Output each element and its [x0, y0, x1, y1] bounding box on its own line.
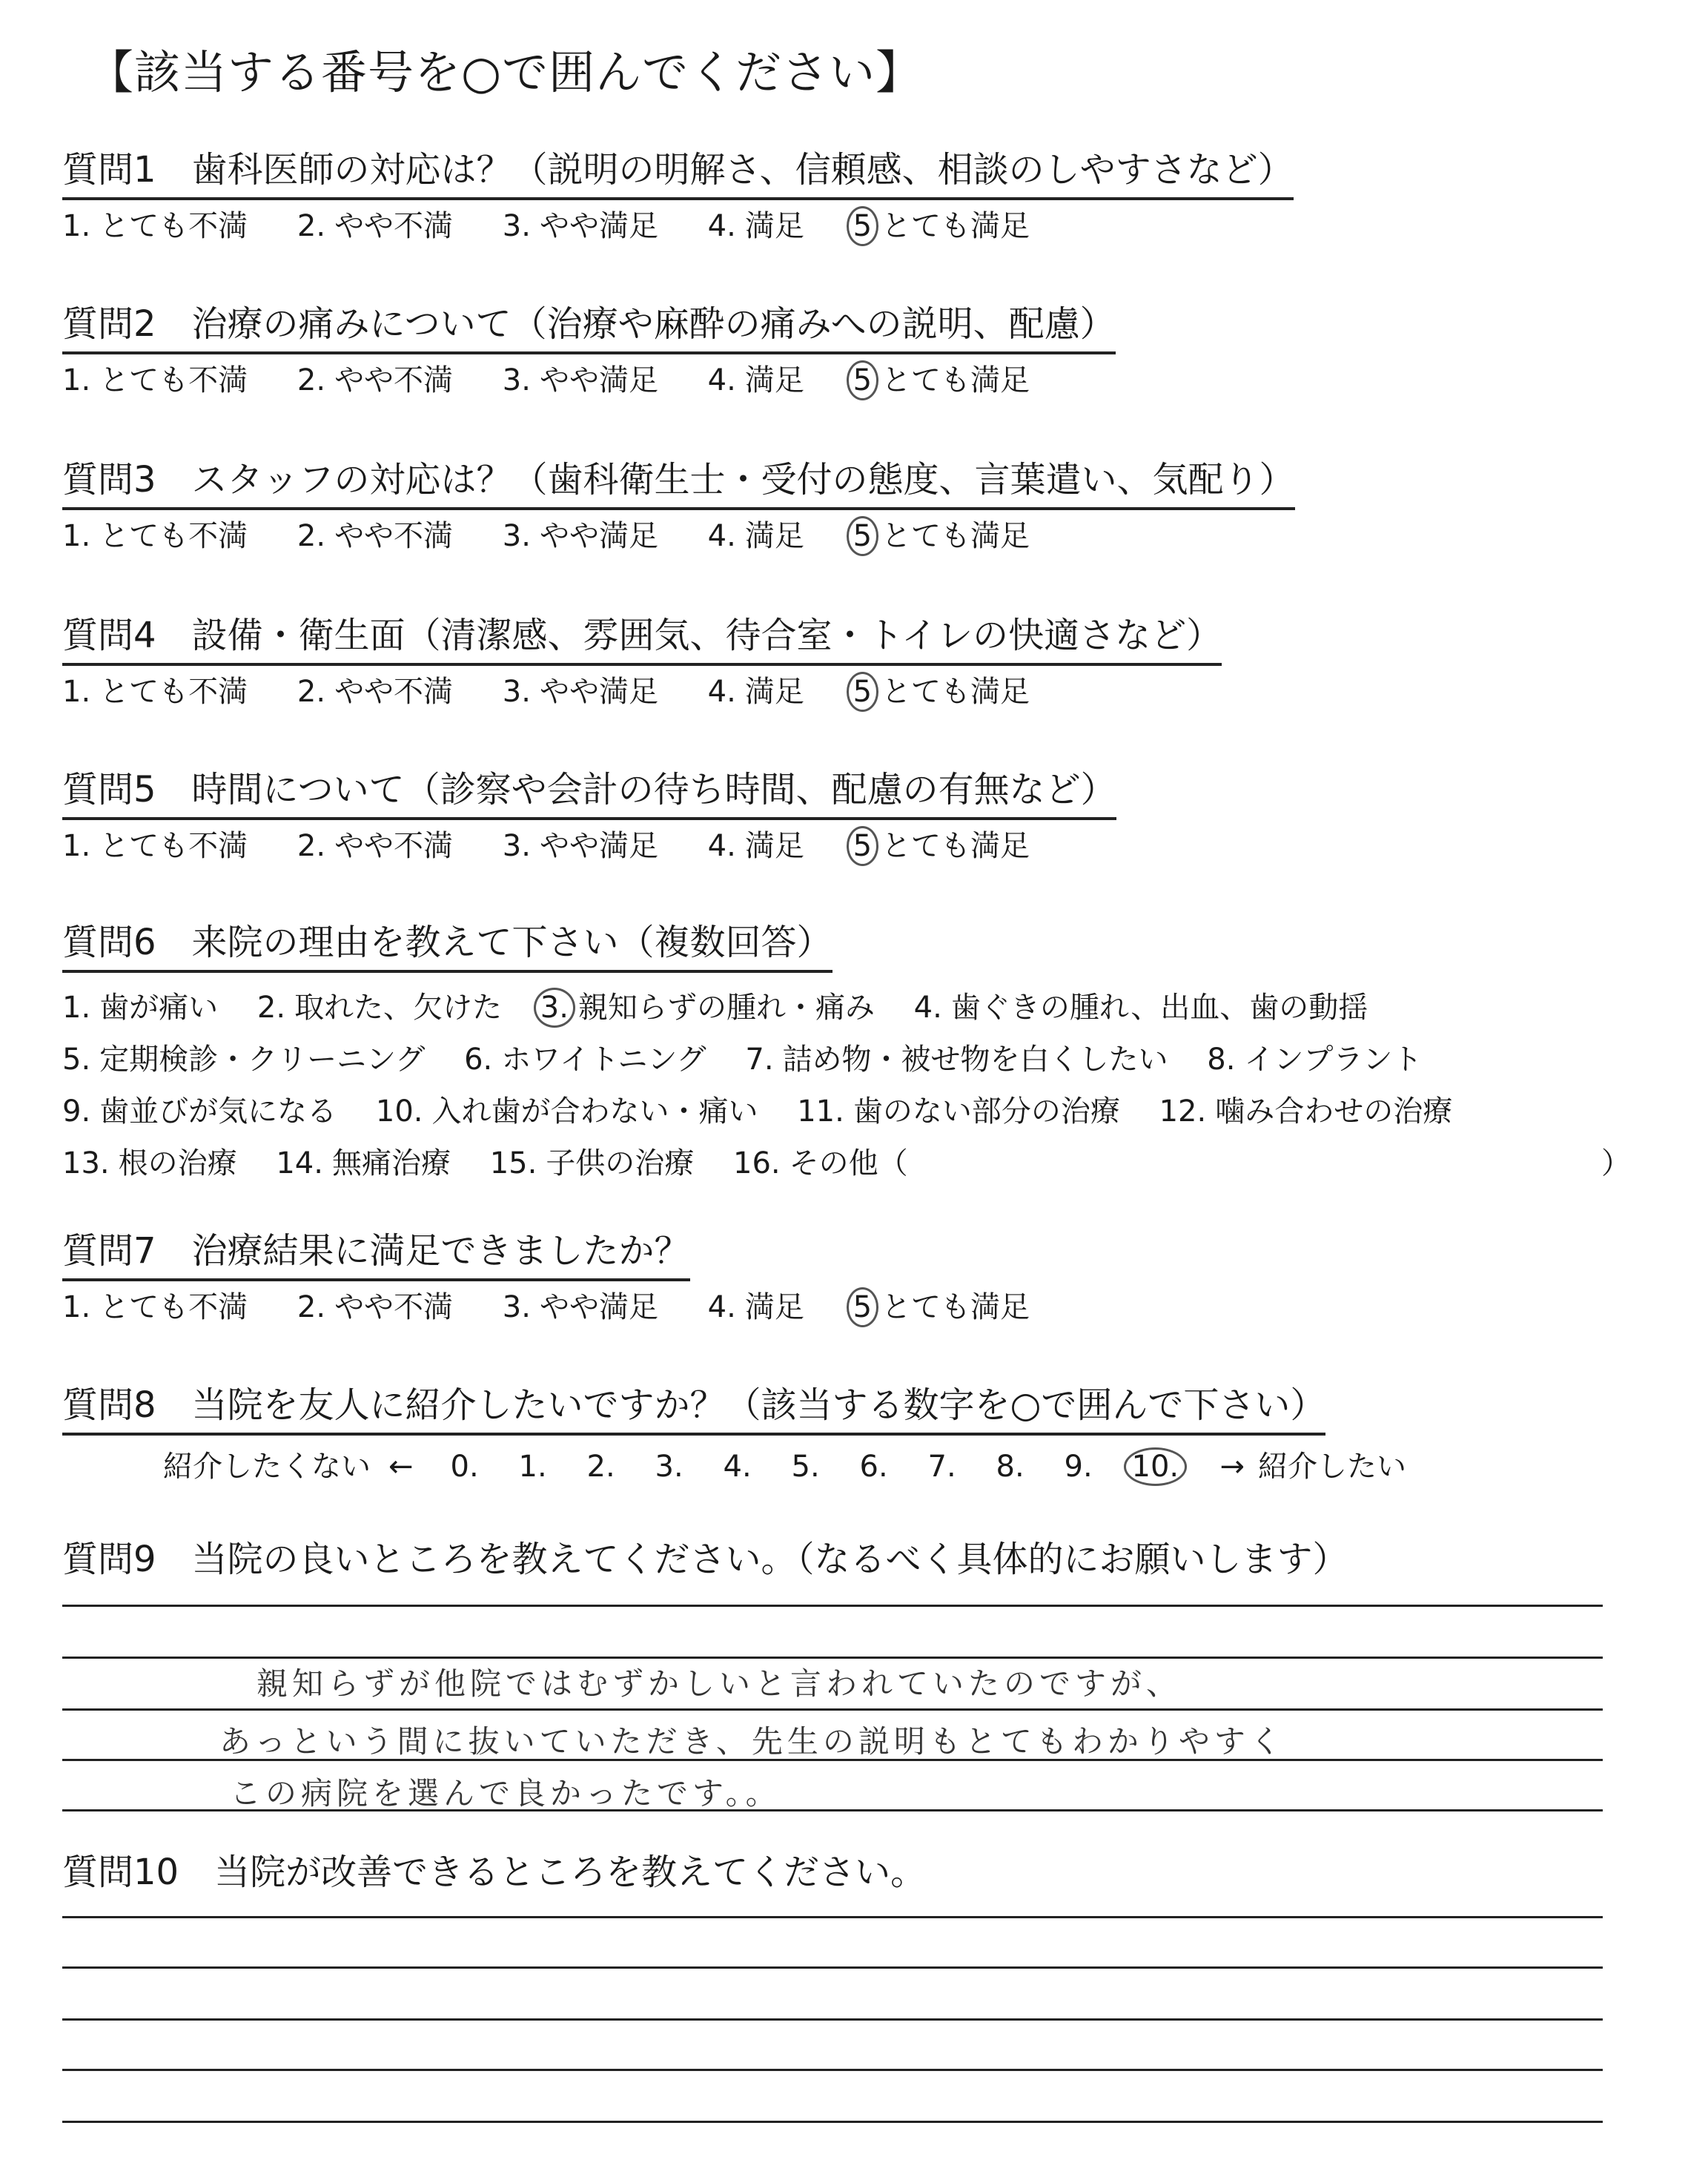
q8-right-label: 紹介したい [1258, 1450, 1407, 1484]
question-2-heading [62, 301, 1116, 354]
q6-option-13[interactable]: 13. 根の治療 [62, 1146, 237, 1180]
q6-option-8[interactable]: 8. インプラント [1207, 1043, 1423, 1077]
question-8-number: 質問8 [62, 1384, 156, 1426]
question-1-text: 歯科医師の対応は？（説明の明解さ、信頼感、相談のしやすさなど） [191, 149, 1294, 191]
q6-option-11[interactable]: 11. 歯のない部分の治療 [797, 1094, 1120, 1129]
question-5-text: 時間について（診察や会計の待ち時間、配慮の有無など） [191, 769, 1116, 810]
question-1 [62, 147, 1619, 246]
q9-handwritten-line-3: この病院を選んで良かったです。。 [230, 1775, 781, 1811]
q5-option-3[interactable]: 3. やや満足 [502, 829, 658, 863]
q6-other-close-paren: ） [1601, 1146, 1631, 1180]
q5-option-4[interactable]: 4. 満足 [707, 829, 804, 863]
question-10 [62, 1849, 1619, 1900]
question-4-heading [62, 612, 1222, 666]
page-title: 【該当する番号を○で囲んでください】 [87, 45, 923, 99]
q9-answer-line-1[interactable] [62, 1605, 1603, 1607]
q7-option-1[interactable]: 1. とても不満 [62, 1290, 248, 1324]
question-8 [62, 1382, 1619, 1489]
question-5 [62, 767, 1619, 866]
question-9-text: 当院の良いところを教えてください。（なるべく具体的にお願いします） [191, 1539, 1348, 1580]
question-3-text: スタッフの対応は？（歯科衛生士・受付の態度、言葉遣い、気配り） [191, 459, 1295, 501]
q2-option-5-selected[interactable]: 5 とても満足 [854, 360, 1030, 400]
question-1-options [62, 206, 1619, 246]
question-2-text: 治療の痛みについて（治療や麻酔の痛みへの説明、配慮） [191, 303, 1116, 345]
question-4 [62, 612, 1619, 712]
q10-answer-line-1[interactable] [62, 1916, 1603, 1918]
q1-option-4[interactable]: 4. 満足 [707, 209, 804, 243]
q5-option-2[interactable]: 2. やや不満 [297, 829, 454, 863]
q8-tick-5[interactable]: 5. [791, 1450, 820, 1484]
question-6-heading [62, 919, 833, 973]
q2-option-4[interactable]: 4. 満足 [707, 363, 804, 397]
question-10-number: 質問10 [62, 1852, 179, 1893]
q3-option-2[interactable]: 2. やや不満 [297, 519, 454, 553]
q2-option-3[interactable]: 3. やや満足 [502, 363, 658, 397]
question-6 [62, 919, 1631, 1189]
q6-option-10[interactable]: 10. 入れ歯が合わない・痛い [375, 1094, 758, 1129]
question-5-number: 質問5 [62, 769, 156, 810]
q8-tick-2[interactable]: 2. [586, 1450, 615, 1484]
question-4-number: 質問4 [62, 615, 156, 656]
q3-option-3[interactable]: 3. やや満足 [502, 519, 658, 553]
question-2-number: 質問2 [62, 303, 156, 345]
q6-option-9[interactable]: 9. 歯並びが気になる [62, 1094, 337, 1129]
q4-option-2[interactable]: 2. やや不満 [297, 675, 454, 709]
q8-tick-6[interactable]: 6. [859, 1450, 888, 1484]
question-10-heading [62, 1849, 926, 1900]
question-8-heading [62, 1382, 1325, 1436]
q9-handwritten-line-1: 親知らずが他院ではむずかしいと言われていたのですが、 [256, 1665, 1182, 1702]
q6-option-3-selected[interactable]: 3. 親知らずの腫れ・痛み [541, 982, 875, 1034]
q7-option-2[interactable]: 2. やや不満 [297, 1290, 454, 1324]
q5-option-5-selected[interactable]: 5 とても満足 [854, 826, 1030, 866]
q6-row-3 [62, 1086, 1619, 1137]
q6-option-14[interactable]: 14. 無痛治療 [276, 1146, 451, 1180]
question-5-heading [62, 767, 1116, 820]
q10-answer-line-4[interactable] [62, 2069, 1603, 2071]
q8-right-arrow: → [1219, 1450, 1245, 1484]
q1-option-2[interactable]: 2. やや不満 [297, 209, 454, 243]
q7-option-5-selected[interactable]: 5 とても満足 [854, 1287, 1030, 1327]
question-4-options [62, 672, 1619, 712]
q2-option-1[interactable]: 1. とても不満 [62, 363, 248, 397]
q6-option-15[interactable]: 15. 子供の治療 [489, 1146, 695, 1180]
q8-tick-7[interactable]: 7. [927, 1450, 956, 1484]
q6-option-5[interactable]: 5. 定期検診・クリーニング [62, 1043, 426, 1077]
q9-answer-line-3[interactable] [62, 1708, 1603, 1711]
question-2-options [62, 360, 1619, 400]
question-9-heading [62, 1536, 1348, 1587]
q3-option-4[interactable]: 4. 満足 [707, 519, 804, 553]
question-7-heading [62, 1228, 690, 1281]
question-1-number: 質問1 [62, 149, 156, 191]
q8-tick-10-selected[interactable]: 10. [1133, 1444, 1220, 1489]
question-5-options [62, 826, 1619, 866]
q9-answer-line-2[interactable] [62, 1657, 1603, 1659]
question-6-number: 質問6 [62, 922, 156, 963]
q4-option-3[interactable]: 3. やや満足 [502, 675, 658, 709]
q1-option-1[interactable]: 1. とても不満 [62, 209, 248, 243]
question-3-options [62, 516, 1619, 556]
q6-row-2 [62, 1034, 1619, 1086]
q1-option-3[interactable]: 3. やや満足 [502, 209, 658, 243]
q9-handwritten-line-2: あっという間に抜いていただき、先生の説明もとてもわかりやすく [219, 1723, 1285, 1760]
q8-scale [62, 1444, 1619, 1489]
question-7-number: 質問7 [62, 1230, 156, 1272]
q6-option-6[interactable]: 6. ホワイトニング [464, 1043, 706, 1077]
question-9-number: 質問9 [62, 1539, 156, 1580]
q6-option-2[interactable]: 2. 取れた、欠けた [256, 991, 503, 1025]
question-4-text: 設備・衛生面（清潔感、雰囲気、待合室・トイレの快適さなど） [191, 615, 1222, 656]
q4-option-4[interactable]: 4. 満足 [707, 675, 804, 709]
q2-option-2[interactable]: 2. やや不満 [297, 363, 454, 397]
q3-option-1[interactable]: 1. とても不満 [62, 519, 248, 553]
question-3 [62, 457, 1619, 556]
q7-option-3[interactable]: 3. やや満足 [502, 1290, 658, 1324]
question-9 [62, 1536, 1619, 1587]
q6-option-16-other[interactable]: 16. その他（ [733, 1146, 908, 1180]
question-7-options [62, 1287, 1619, 1327]
q6-option-1[interactable]: 1. 歯が痛い [62, 991, 219, 1025]
q10-answer-line-5[interactable] [62, 2121, 1603, 2123]
q8-tick-4[interactable]: 4. [723, 1450, 752, 1484]
question-3-number: 質問3 [62, 459, 156, 501]
question-6-text: 来院の理由を教えて下さい（複数回答） [191, 922, 833, 963]
q4-option-1[interactable]: 1. とても不満 [62, 675, 248, 709]
q6-row-1 [62, 982, 1619, 1034]
question-7-text: 治療結果に満足できましたか？ [191, 1230, 690, 1272]
q10-answer-line-3[interactable] [62, 2018, 1603, 2021]
q7-option-4[interactable]: 4. 満足 [707, 1290, 804, 1324]
q1-option-5-selected[interactable]: 5 とても満足 [854, 206, 1030, 246]
q6-option-4[interactable]: 4. 歯ぐきの腫れ、出血、歯の動揺 [913, 991, 1368, 1025]
question-1-heading [62, 147, 1294, 200]
q8-tick-0[interactable]: 0. [450, 1450, 479, 1484]
question-2 [62, 301, 1619, 400]
question-7 [62, 1228, 1619, 1327]
q6-option-12[interactable]: 12. 噛み合わせの治療 [1159, 1094, 1453, 1129]
q8-tick-8[interactable]: 8. [996, 1450, 1025, 1484]
q4-option-5-selected[interactable]: 5 とても満足 [854, 672, 1030, 712]
q6-option-7[interactable]: 7. 詰め物・被せ物を白くしたい [745, 1043, 1168, 1077]
q8-tick-1[interactable]: 1. [518, 1450, 547, 1484]
q5-option-1[interactable]: 1. とても不満 [62, 829, 248, 863]
q8-left-arrow: ← [388, 1450, 414, 1484]
question-8-text: 当院を友人に紹介したいですか？（該当する数字を○で囲んで下さい） [191, 1384, 1326, 1426]
q8-tick-3[interactable]: 3. [655, 1450, 683, 1484]
question-10-text: 当院が改善できるところを教えてください。 [214, 1852, 927, 1893]
q8-tick-9[interactable]: 9. [1064, 1450, 1093, 1484]
q8-left-label: 紹介したくない [163, 1450, 371, 1484]
q10-answer-line-2[interactable] [62, 1966, 1603, 1969]
q3-option-5-selected[interactable]: 5 とても満足 [854, 516, 1030, 556]
question-3-heading [62, 457, 1295, 510]
q6-row-4 [62, 1137, 1631, 1189]
